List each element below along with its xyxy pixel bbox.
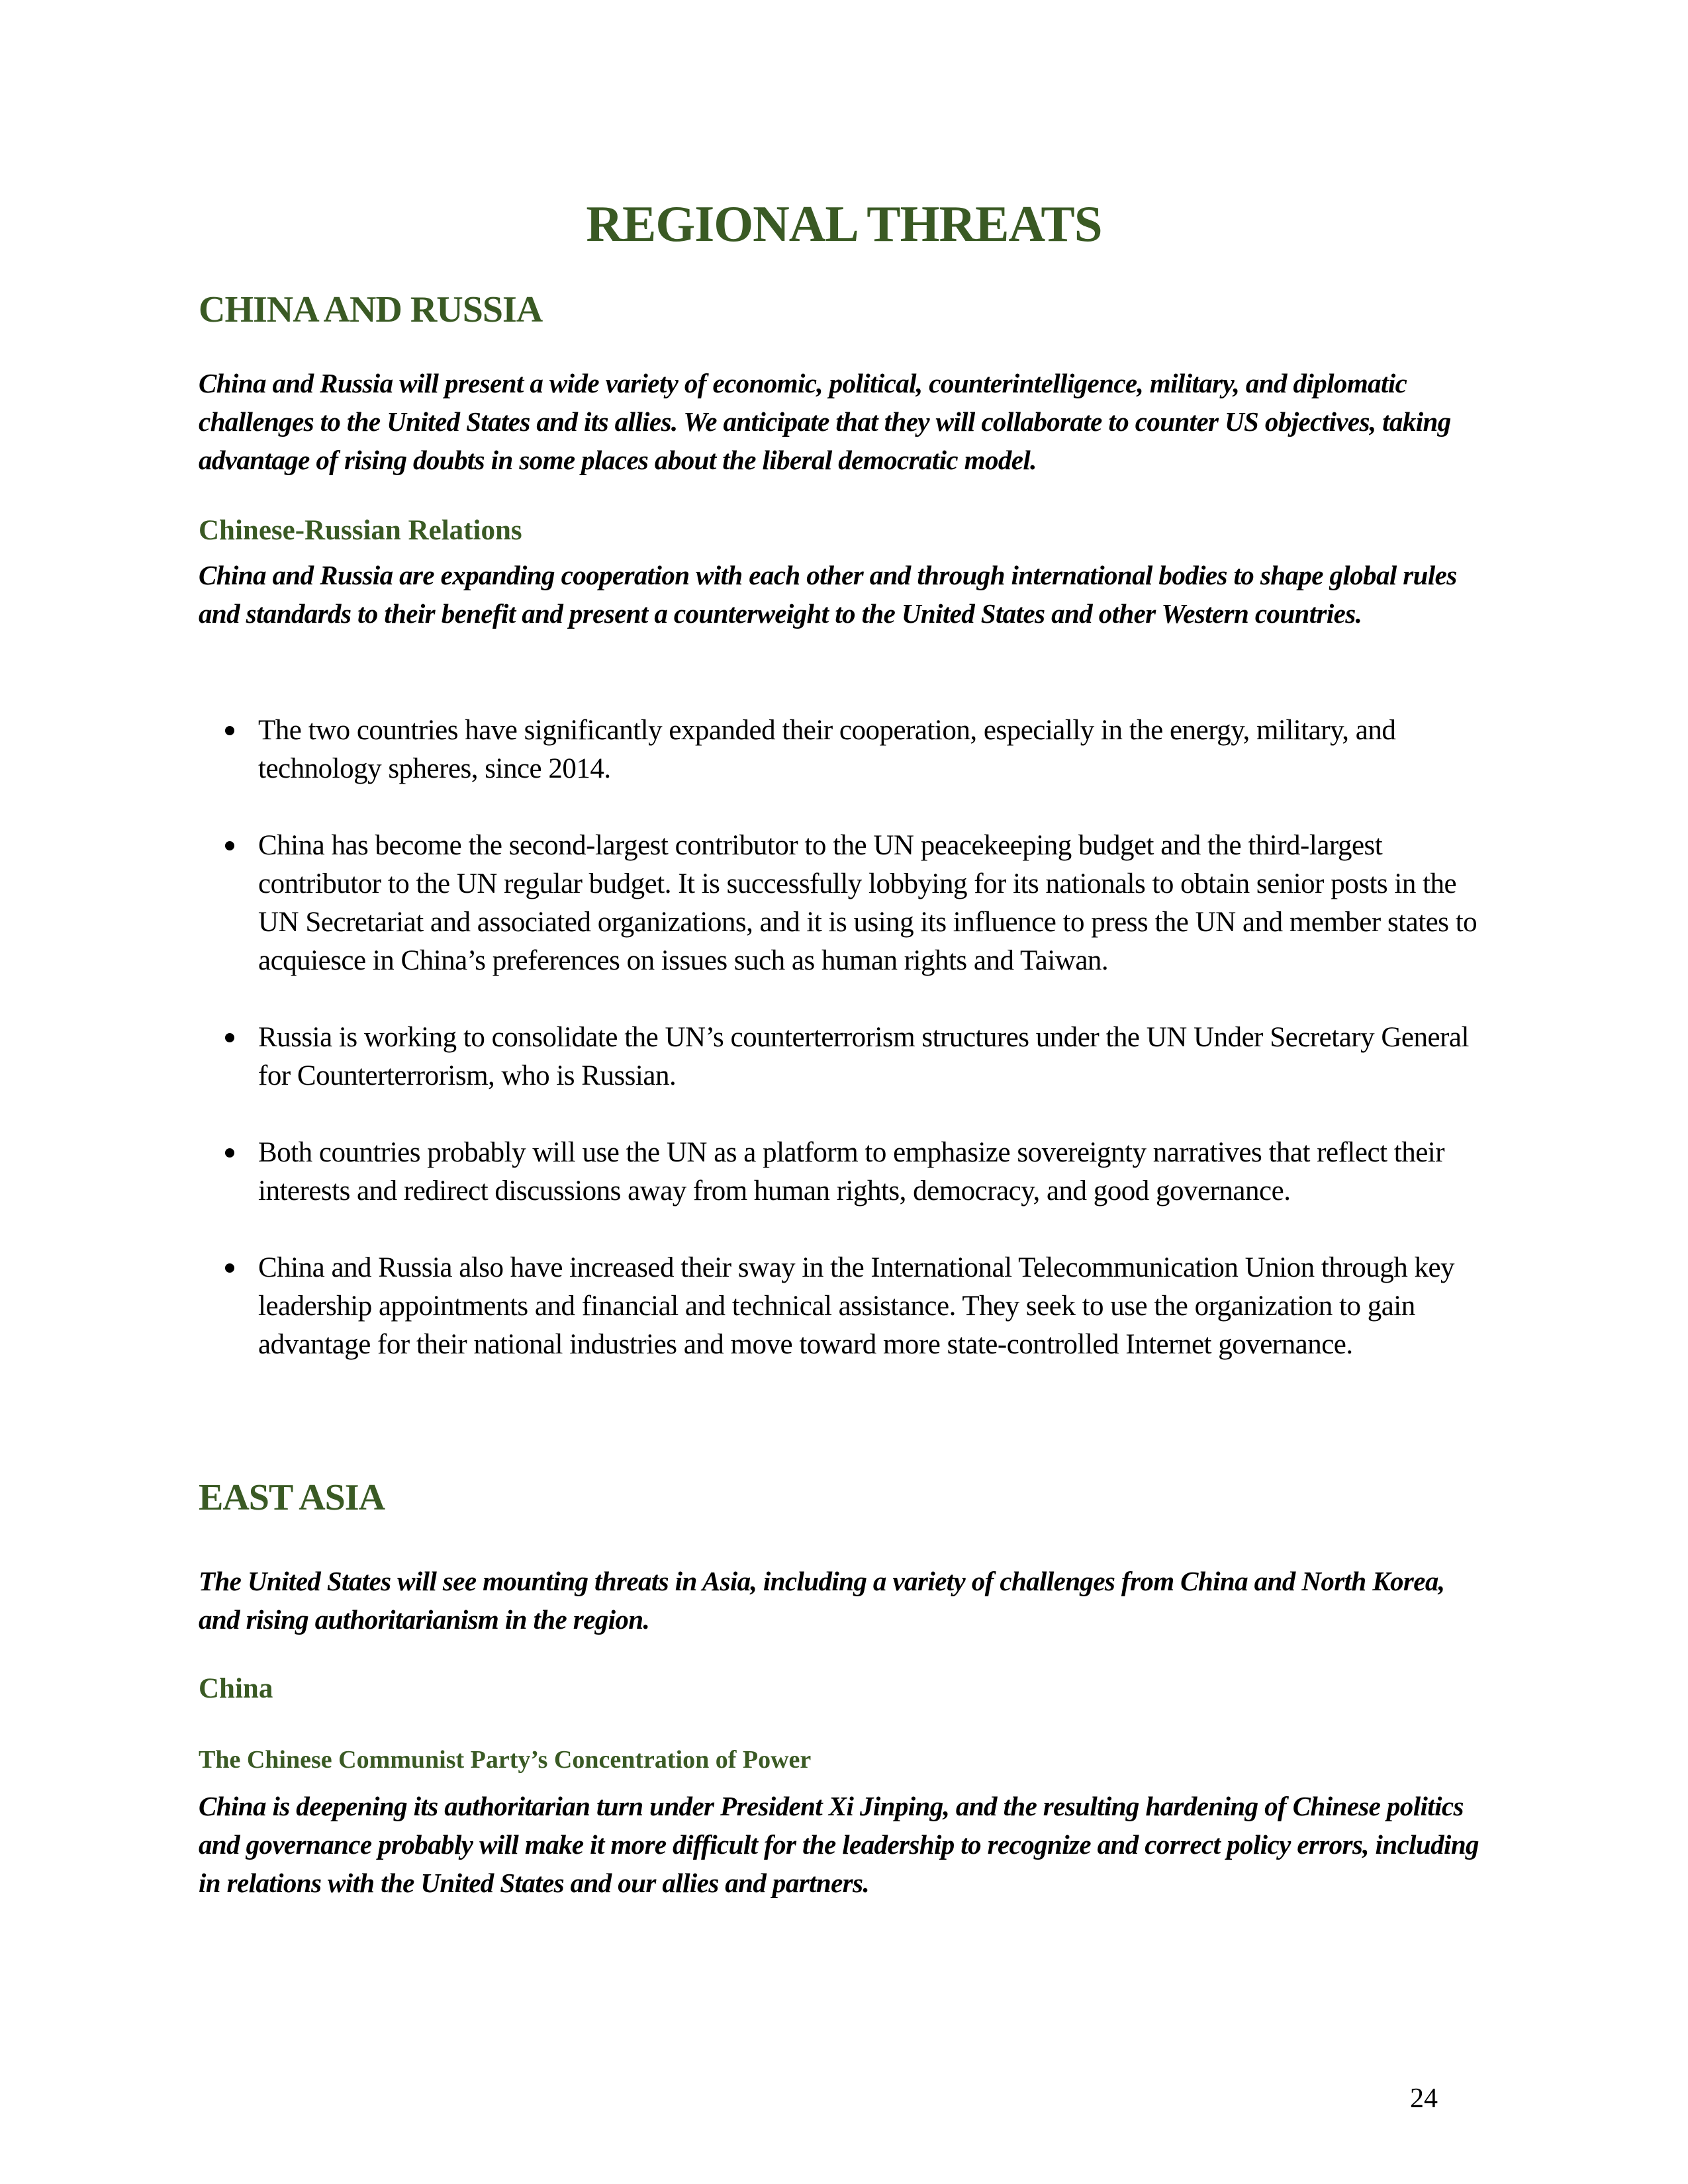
section-lead-east-asia: The United States will see mounting threats in Asia, including a variety of challenges from China and North Korea, and rising authoritarianism in the region. xyxy=(199,1566,1445,1635)
page-number: 24 xyxy=(1410,2083,1438,2114)
section-heading-china-and-russia: CHINA AND RUSSIA xyxy=(199,289,543,330)
bullet-text: The two countries have significantly expanded their cooperation, especially in the energy, military, and technology spheres, since 2014. xyxy=(258,715,1396,784)
bullet-text: China has become the second-largest contributor to the UN peacekeeping budget and the third-largest contributor to the UN regular budget. It is successfully lobbying for its nationals to obtain senior posts in the UN Secretariat and associated organizations, and it is using its influence to press the UN and member states to acquiesce in China’s preferences on issues such as human rights and Taiwan. xyxy=(258,830,1477,976)
bullet-text: Russia is working to consolidate the UN’s counterterrorism structures under the UN Under Secretary General for Counterterrorism, who is Russian. xyxy=(258,1022,1469,1091)
bullet-item xyxy=(199,711,1496,788)
bullet-item xyxy=(199,1019,1496,1095)
bullet-item xyxy=(199,1249,1496,1364)
bullet-icon xyxy=(225,1263,234,1273)
section-heading-east-asia: EAST ASIA xyxy=(199,1477,385,1518)
bullet-list xyxy=(199,711,1496,1402)
subsection-heading-china: China xyxy=(199,1673,273,1704)
subsection-lead-chinese-russian-relations: China and Russia are expanding cooperation with each other and through international bodies to shape global rules and standards to their benefit and present a counterweight to the United States and other Western countries. xyxy=(199,560,1457,629)
bullet-item xyxy=(199,827,1496,980)
bullet-icon xyxy=(225,726,234,735)
subsection-heading-chinese-russian-relations: Chinese-Russian Relations xyxy=(199,515,522,546)
subsection-lead-china: China is deepening its authoritarian turn under President Xi Jinping, and the resulting hardening of Chinese politics and governance probably will make it more difficult for the leadership to recognize and correct policy errors, including in relations with the United States and our allies and partners. xyxy=(199,1791,1479,1898)
bullet-icon xyxy=(225,1033,234,1042)
bullet-icon xyxy=(225,1148,234,1158)
bullet-text: China and Russia also have increased their sway in the International Telecommunication Union through key leadership appointments and financial and technical assistance. They seek to use the organization to gain advantage for their national industries and move toward more state-controlled Internet governance. xyxy=(258,1252,1455,1360)
bullet-item xyxy=(199,1134,1496,1210)
page-title: REGIONAL THREATS xyxy=(586,195,1102,252)
subsection-subheading-ccp-concentration-of-power: The Chinese Communist Party’s Concentration of Power xyxy=(199,1746,812,1774)
section-lead-china-and-russia: China and Russia will present a wide variety of economic, political, counterintelligence, military, and diplomatic challenges to the United States and its allies. We anticipate that they will collaborate to counter US objectives, taking advantage of rising doubts in some places about the liberal democratic model. xyxy=(199,368,1451,475)
bullet-text: Both countries probably will use the UN as a platform to emphasize sovereignty narratives that reflect their interests and redirect discussions away from human rights, democracy, and good governance. xyxy=(258,1137,1445,1206)
bullet-icon xyxy=(225,841,234,850)
